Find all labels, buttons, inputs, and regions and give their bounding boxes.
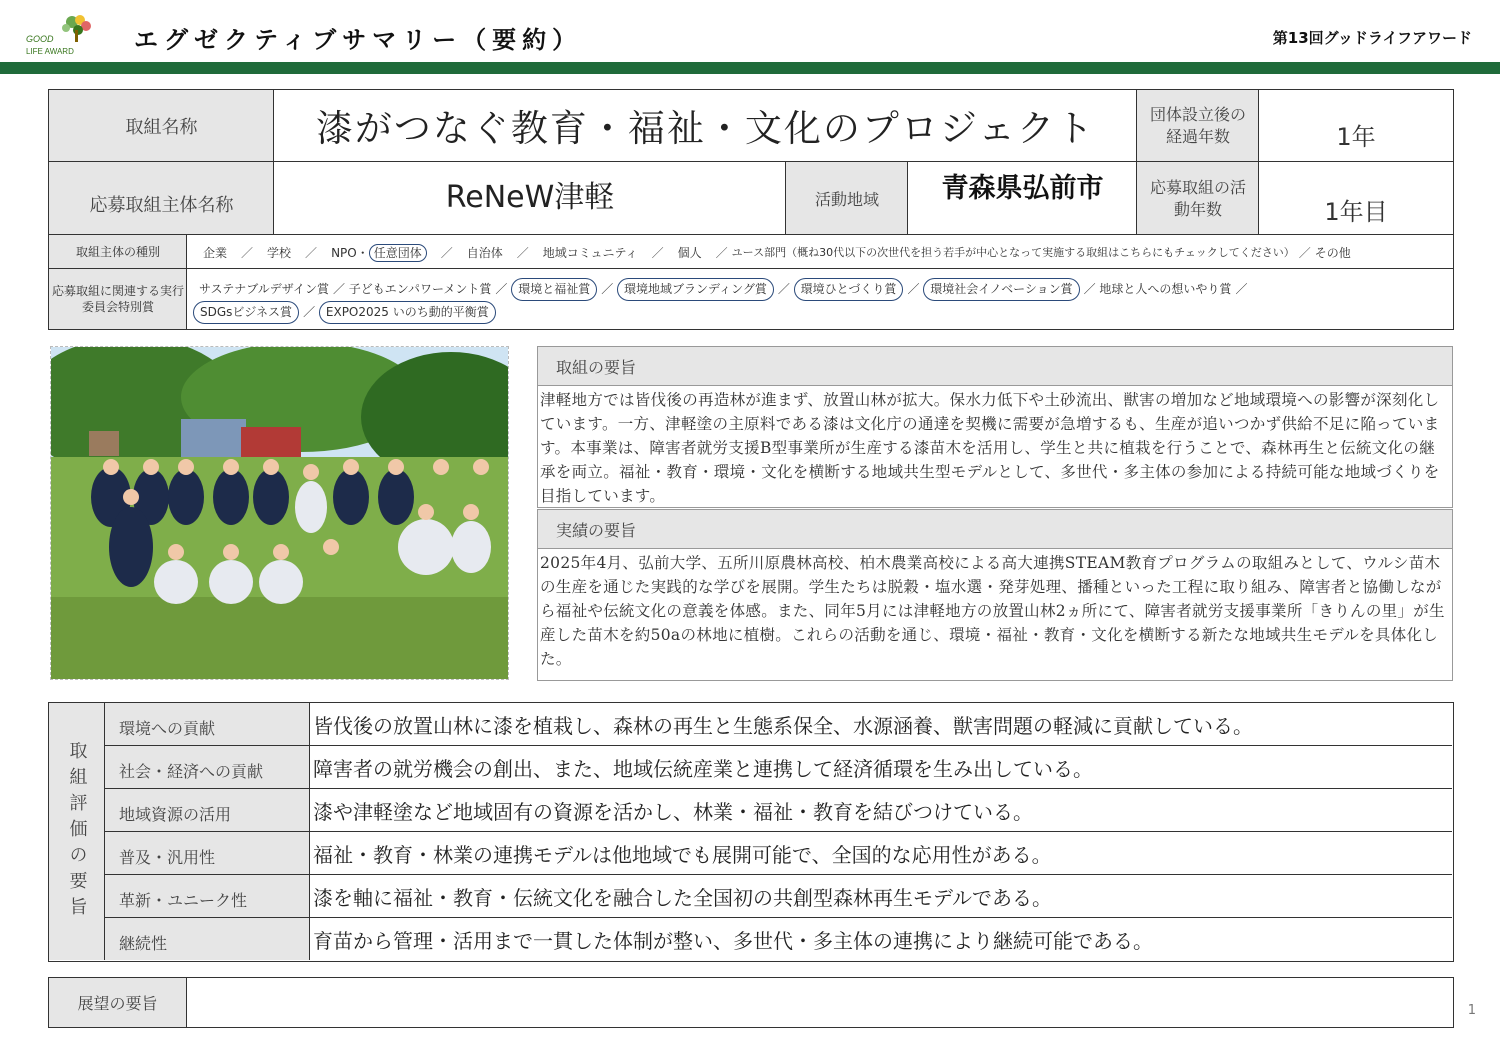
evaluation-row-text: 育苗から管理・活用まで一貫した体制が整い、多世代・多主体の連携により継続可能である。: [313, 928, 1153, 953]
evaluation-row-label: 継続性: [105, 918, 310, 960]
evaluation-row-label: 環境への貢献: [105, 703, 310, 745]
entity-option-npo[interactable]: NPO・ 任意団体: [331, 244, 427, 261]
evaluation-side-label: 取組評価の要旨: [49, 703, 105, 960]
initiative-summary-heading: 取組の要旨: [537, 346, 1453, 386]
page-number: 1: [1467, 1003, 1476, 1018]
evaluation-row-label: 革新・ユニーク性: [105, 875, 310, 917]
entity-option-individual[interactable]: 個人: [677, 245, 702, 260]
evaluation-row-text: 皆伐後の放置山林に漆を植栽し、森林の再生と生態系保全、水源涵養、獣害問題の軽減に貢献している。: [313, 713, 1253, 738]
award-option-sdgs-business[interactable]: SDGsビジネス賞: [193, 301, 299, 324]
header-divider: [0, 62, 1500, 74]
entity-option-municipality[interactable]: 自治体: [466, 245, 503, 260]
results-summary-text: 2025年4月、弘前大学、五所川原農林高校、柏木農業高校による高大連携STEAM教育プログラムの取組みとして、ウルシ苗木の生産を通じた実践的な学びを展開。学生たちは脱穀・塩水選・発芽処理、播種といった工程に取り組み、障害者と協働しながら福祉や伝統文化の意義を体感。また、同年5月には津軽地方の放置山林2ヵ所にて、障害者就労支援事業所「きりんの里」が生産した苗木を約50aの林地に植樹。これらの活動を通じ、環境・福祉・教育・文化を横断する新たな地域共生モデルを具体化した。: [537, 549, 1453, 681]
entity-type-options: 企業 ／ 学校 ／ NPO・ 任意団体 ／ 自治体 ／ 地域コミュニティ ／ 個人 ／ ユース部門（概ね30代以下の次世代を担う若手が中心となって実施する取組はこちらにもチェックしてください） ／ その他: [186, 234, 1454, 270]
region: 青森県弘前市: [907, 161, 1138, 236]
entity-option-other[interactable]: その他: [1314, 245, 1351, 260]
award-option-regional-branding[interactable]: 環境地域ブランディング賞: [617, 278, 774, 301]
entity-option-company[interactable]: 企業: [203, 245, 228, 260]
svg-text:LIFE AWARD: LIFE AWARD: [26, 47, 74, 56]
special-award-options: サステナブルデザイン賞 ／ 子どもエンパワーメント賞 ／ 環境と福祉賞 ／ 環境地域ブランディング賞 ／ 環境ひとづくり賞 ／ 環境社会イノベーション賞 ／ 地球と人への想いやり賞 ／ SDGsビジネス賞 ／ EXPO2025 いのち動的平衡賞: [186, 268, 1454, 330]
project-name: 漆がつなぐ教育・福祉・文化のプロジェクト: [273, 89, 1138, 163]
outlook-text: [189, 978, 1453, 1027]
evaluation-row: [105, 789, 1452, 832]
award-option-people-development[interactable]: 環境ひとづくり賞: [794, 278, 904, 301]
award-option-earth-and-people[interactable]: 地球と人への想いやり賞: [1099, 282, 1232, 296]
outlook-section: [48, 977, 1454, 1028]
page-title: エグゼクティブサマリー（要約）: [134, 26, 583, 54]
evaluation-row: [105, 703, 1452, 746]
award-option-social-innovation[interactable]: 環境社会イノベーション賞: [923, 278, 1079, 301]
applicant-name: ReNeW津軽: [273, 161, 787, 236]
applicant-label: 応募取組主体名称: [48, 161, 275, 236]
evaluation-table: [48, 702, 1454, 962]
activity-years-label: 応募取組の活動年数: [1136, 161, 1260, 236]
award-option-sustainable-design[interactable]: サステナブルデザイン賞: [199, 282, 329, 296]
region-label: 活動地域: [785, 161, 909, 236]
award-option-expo2025[interactable]: EXPO2025 いのち動的平衡賞: [319, 301, 496, 324]
results-summary-heading: 実績の要旨: [537, 509, 1453, 549]
activity-years: 1年目: [1258, 161, 1454, 236]
entity-option-community[interactable]: 地域コミュニティ: [542, 245, 638, 260]
evaluation-row-label: 地域資源の活用: [105, 789, 310, 831]
evaluation-row-text: 漆や津軽塗など地域固有の資源を活かし、林業・福祉・教育を結びつけている。: [313, 799, 1033, 824]
initiative-summary-text: 津軽地方では皆伐後の再造林が進まず、放置山林が拡大。保水力低下や土砂流出、獣害の増加など地域環境への影響が深刻化しています。一方、津軽塗の主原料である漆は文化庁の通達を契機に需要が急増するも、生産が追いつかず供給不足に陥っています。本事業は、障害者就労支援B型事業所が生産する漆苗木を活用し、学生と共に植栽を行うことで、森林再生と伝統文化の継承を両立。福祉・教育・環境・文化を横断する地域共生型モデルとして、多世代・多主体の参加による持続可能な地域づくりを目指しています。: [537, 386, 1453, 508]
tree-icon: [62, 15, 91, 42]
award-option-environment-welfare[interactable]: 環境と福祉賞: [511, 278, 597, 301]
group-photo-icon: [51, 347, 509, 680]
evaluation-row-label: 社会・経済への貢献: [105, 746, 310, 788]
evaluation-row-label: 普及・汎用性: [105, 832, 310, 874]
years-since-founding-label: 団体設立後の経過年数: [1136, 89, 1260, 163]
entity-option-youth[interactable]: ユース部門（概ね30代以下の次世代を担う若手が中心となって実施する取組はこちらにもチェックしてください）: [731, 246, 1295, 259]
evaluation-row: [105, 875, 1452, 918]
evaluation-row: [105, 746, 1452, 789]
entity-selected-circle: 任意団体: [369, 244, 427, 262]
entity-type-label: 取組主体の種別: [48, 234, 188, 270]
evaluation-row-text: 福祉・教育・林業の連携モデルは他地域でも展開可能で、全国的な応用性がある。: [313, 842, 1052, 867]
award-name: 第13回グッドライフアワード: [1272, 29, 1472, 47]
svg-text:GOOD: GOOD: [26, 34, 54, 44]
evaluation-row: [105, 918, 1452, 960]
special-award-label: 応募取組に関連する実行委員会特別賞: [48, 268, 188, 330]
good-life-award-logo: [22, 12, 102, 56]
evaluation-row-text: 漆を軸に福祉・教育・伝統文化を融合した全国初の共創型森林再生モデルである。: [313, 885, 1052, 910]
group-photo: [50, 346, 509, 680]
award-option-child-empowerment[interactable]: 子どもエンパワーメント賞: [348, 282, 492, 296]
evaluation-row-text: 障害者の就労機会の創出、また、地域伝統産業と連携して経済循環を生み出している。: [313, 756, 1093, 781]
outlook-label: 展望の要旨: [49, 978, 187, 1027]
years-since-founding: 1年: [1258, 89, 1454, 163]
project-name-label: 取組名称: [48, 89, 275, 163]
evaluation-row: [105, 832, 1452, 875]
entity-option-school[interactable]: 学校: [267, 245, 292, 260]
